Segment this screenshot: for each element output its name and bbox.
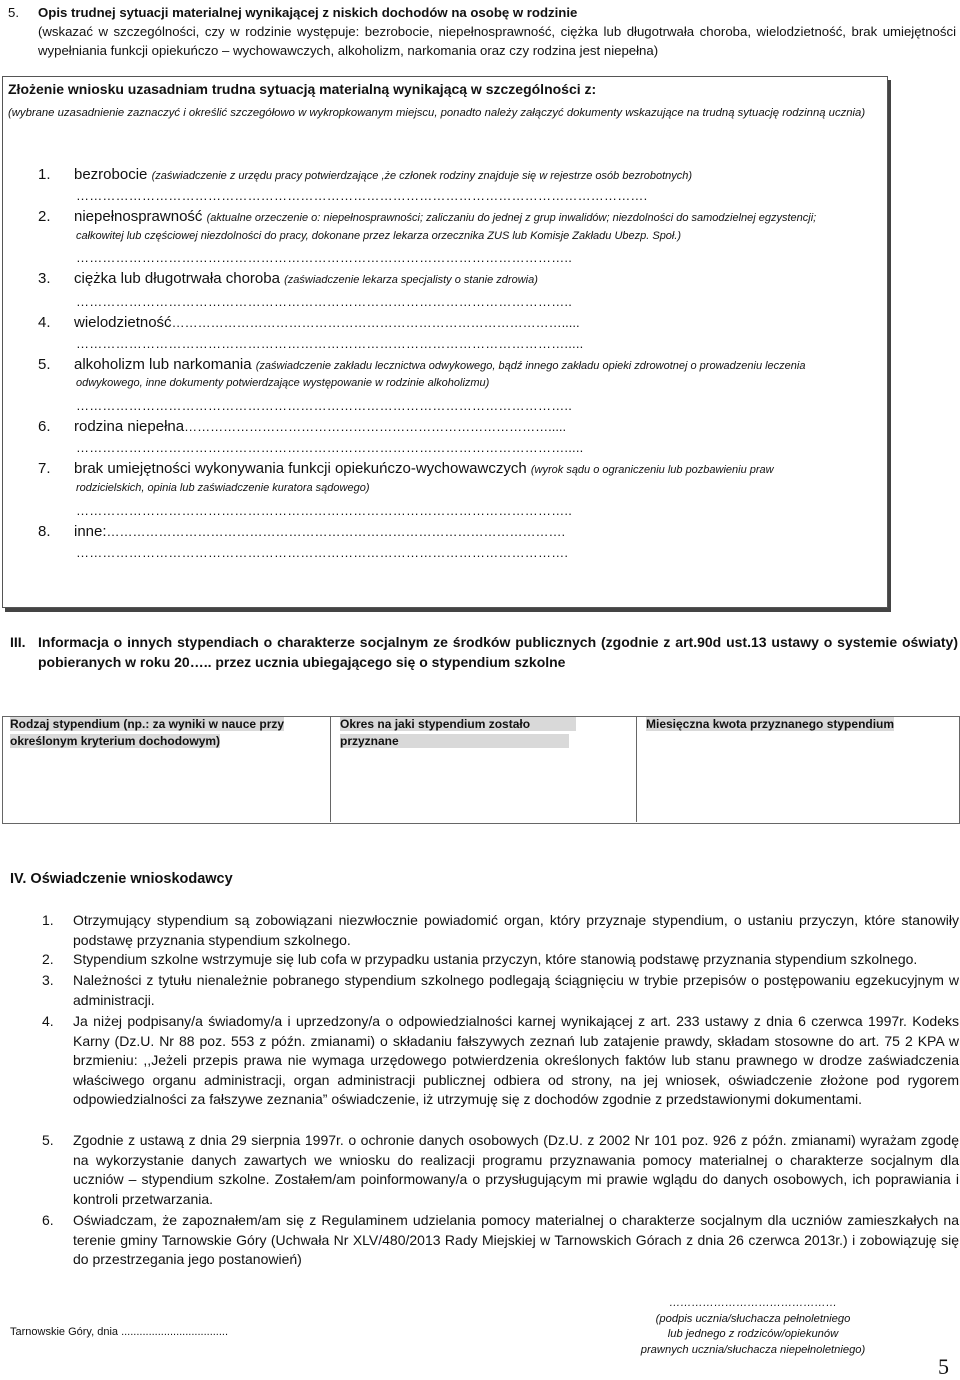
item-label: brak umiejętności wykonywania funkcji opiekuńczo-wychowawczych	[74, 460, 527, 477]
item-note: (zaświadczenie lekarza specjalisty o stanie zdrowia)	[284, 274, 538, 286]
fill-in-dots[interactable]: …………………………………………………………………………………………………..	[76, 503, 573, 518]
table-cell-period[interactable]	[331, 752, 635, 821]
item-label: bezrobocie	[74, 166, 148, 183]
signature-caption: (podpis ucznia/słuchacza pełnoletniego	[655, 1312, 851, 1325]
fill-in-dots[interactable]: ………………………………………………………………………………………………….	[76, 545, 569, 560]
section-4-title: IV. Oświadczenie wnioskodawcy	[10, 871, 233, 887]
box-title: Złożenie wniosku uzasadniam trudna sytuacją materialną wynikającą w szczególności z:	[8, 81, 597, 97]
item-label: niepełnosprawność	[74, 208, 203, 225]
item-note-continued: całkowitej lub częściowej niezdolności do pracy, dokonane przez lekarza orzecznika ZUS lub Komisje Zakładu Ubezp. Społ.)	[76, 230, 682, 242]
table-cell-type[interactable]	[3, 752, 329, 821]
item-number: 2.	[38, 208, 51, 225]
item-number: 3.	[38, 270, 51, 287]
signature-line[interactable]: ………………………………………	[669, 1297, 837, 1309]
item-label: inne:	[74, 523, 107, 540]
fill-in-dots[interactable]: ………………………………………………………………………………………………………………….	[76, 188, 648, 203]
item-note: (aktualne orzeczenie o: niepełnosprawności; zaliczaniu do jednej z grup inwalidów; niezdolności do samodzielnej egzystencji;	[206, 212, 817, 224]
page-number: 5	[938, 1354, 949, 1379]
section-description: (wskazać w szczególności, czy w rodzinie występuje: bezrobocie, niepełnosprawność, ciężka lub długotrwała choroba, wielodzietność, brak umiejętności wypełniania funkcji opiekuńczo – wychowawczych, alkoholizm, narkomania oraz czy rodzina jest niepełna)	[38, 24, 956, 58]
item-number: 4.	[38, 314, 51, 331]
fill-in-dots[interactable]: ………………………………………………………………………………………………….....	[76, 336, 584, 351]
fill-in-dots[interactable]: ………………………………………………………………………….....	[184, 419, 567, 434]
box-subtitle: (wybrane uzasadnienie zaznaczyć i określić szczegółowo w wykropkowanym miejscu, ponadto należy załączyć dokumenty wskazujące na trudną sytuację rodzinną ucznia)	[8, 107, 866, 119]
fill-in-dots[interactable]: …………………………………………………………………………………………….	[106, 524, 566, 539]
item-note: (zaświadczenie zakładu lecznictwa odwykowego, bądź innego zakładu opieki zdrowotnej o prowadzeniu leczenia	[255, 360, 806, 372]
fill-in-dots[interactable]: …………………………………………………………………………………………………..	[76, 294, 573, 309]
item-note-continued: odwykowego, inne dokumenty potwierdzające występowanie w rodzinie alkoholizmu)	[76, 377, 490, 389]
item-label: wielodzietność	[74, 314, 172, 331]
item-number: 6.	[38, 418, 51, 435]
item-label: rodzina niepełna	[74, 418, 185, 435]
table-header-period: Okres na jaki stypendium zostało przyznane	[340, 716, 576, 750]
table-header-type: Rodzaj stypendium (np.: za wyniki w nauce przy określonym kryterium dochodowym)	[10, 717, 285, 748]
signature-block[interactable]	[628, 1296, 878, 1358]
item-note: (zaświadczenie z urzędu pracy potwierdzające ,że członek rodziny znajduje się w rejestrze osób bezrobotnych)	[151, 170, 693, 182]
item-note: (wyrok sądu o ograniczeniu lub pozbawieniu praw	[530, 464, 774, 476]
item-label: alkoholizm lub narkomania	[74, 356, 252, 373]
fill-in-dots[interactable]: …………………………………………………………………………………………………..	[76, 250, 573, 265]
table-cell-amount[interactable]	[637, 752, 957, 821]
section-number: III.	[10, 634, 26, 650]
item-number: 8.	[38, 523, 51, 540]
item-number: 1.	[38, 166, 51, 183]
item-label: ciężka lub długotrwała choroba	[74, 270, 280, 287]
place-date-field[interactable]: Tarnowskie Góry, dnia ...................................	[10, 1326, 229, 1338]
fill-in-dots[interactable]: …………………………………………………………………………………………………..	[76, 398, 573, 413]
item-note-continued: rodzicielskich, opinia lub zaświadczenie kuratora sądowego)	[76, 482, 370, 494]
signature-caption: prawnych ucznia/słuchacza niepełnoletniego)	[640, 1343, 866, 1356]
signature-caption: lub jednego z rodziców/opiekunów	[667, 1328, 839, 1341]
table-header-amount: Miesięczna kwota przyznanego stypendium	[646, 717, 895, 731]
item-number: 7.	[38, 460, 51, 477]
section-number: 5.	[8, 5, 19, 20]
item-number: 5.	[38, 356, 51, 373]
section-title: Informacja o innych stypendiach o charakterze socjalnym ze środków publicznych (zgodnie z art.90d ust.13 ustawy o systemie oświaty) pobieranych w roku 20….. przez ucznia ubiegającego się o stypendium szkolne	[38, 634, 958, 670]
section-title: Opis trudnej sytuacji materialnej wynikającej z niskich dochodów na osobę w rodzinie	[38, 5, 578, 20]
fill-in-dots[interactable]: ………………………………………………………………………………………………….....	[76, 440, 584, 455]
fill-in-dots[interactable]: ……………………………………………………………………………….....	[171, 315, 580, 330]
